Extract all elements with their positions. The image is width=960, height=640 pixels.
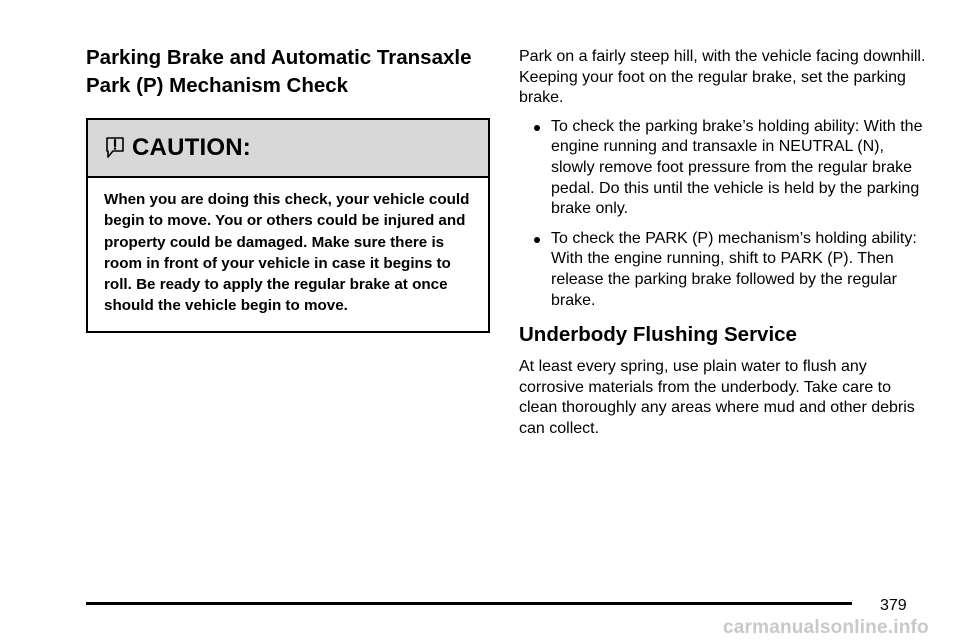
bullet-icon: [534, 237, 540, 243]
page-number: 379: [880, 597, 907, 614]
caution-box: [86, 118, 490, 333]
section-heading-underbody-flushing: Underbody Flushing Service: [519, 323, 797, 347]
watermark: carmanualsonline.info: [723, 617, 929, 638]
right-column: [519, 47, 929, 440]
bullet-icon: [534, 125, 540, 131]
section-heading-parking-brake-check: Parking Brake and Automatic Transaxle Park (P) Mechanism Check: [86, 46, 472, 97]
list-item-text: To check the parking brake’s holding ability: With the engine running and transaxle in NEUTRAL (N), slowly remove foot pressure from the regular brake pedal. Do this until the vehicle is held by the parking brake only.: [551, 117, 923, 218]
left-column: [86, 44, 490, 333]
intro-paragraph: Park on a fairly steep hill, with the vehicle facing downhill. Keeping your foot on the regular brake, set the parking brake.: [519, 48, 926, 107]
list-item: [519, 117, 929, 220]
footer-divider: [86, 602, 852, 605]
caution-header: [88, 120, 488, 178]
caution-title: CAUTION:: [132, 134, 251, 161]
caution-text: When you are doing this check, your vehicle could begin to move. You or others could be injured and property could be damaged. Make sure there is room in front of your vehicle in case it begins to roll. Be ready to apply the regular brake at once should the vehicle begin to move.: [104, 191, 470, 315]
list-item-text: To check the PARK (P) mechanism’s holding ability: With the engine running, shift to PARK (P). Then release the parking brake followed by the regular brake.: [551, 229, 917, 309]
caution-icon: [104, 136, 126, 160]
underbody-paragraph: At least every spring, use plain water to flush any corrosive materials from the underbody. Take care to clean thoroughly any areas where mud and other debris can collect.: [519, 358, 915, 437]
list-item: [519, 229, 929, 311]
check-steps-list: [519, 117, 929, 311]
